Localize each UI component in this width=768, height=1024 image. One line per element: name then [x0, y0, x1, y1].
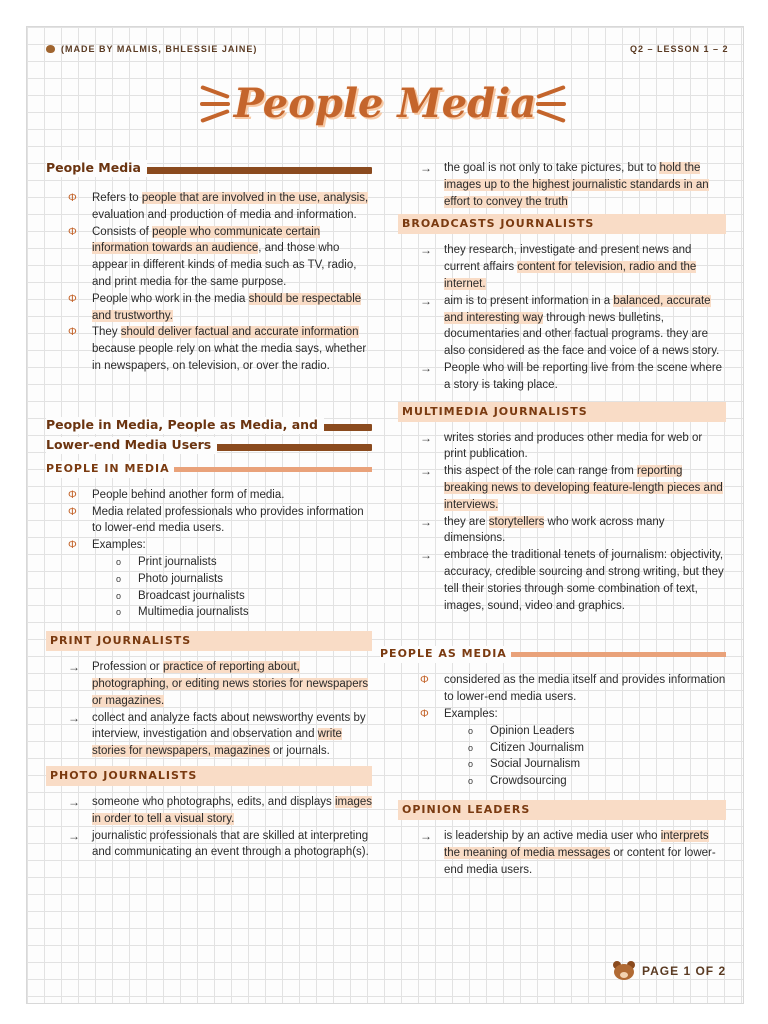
- list-item-text: , and those who appear in different kinds of media such as TV, radio, and print media for the same purpose.: [92, 242, 357, 288]
- bullet-marker: Φ: [68, 225, 77, 238]
- list-item: [46, 504, 372, 538]
- list-item: [398, 463, 726, 513]
- bullet-marker: Φ: [68, 539, 77, 552]
- list-item-text: considered as the media itself and provides information to lower-end media users.: [444, 674, 726, 704]
- list-item-text: People who will be reporting live from the scene where a story is taking place.: [444, 361, 723, 391]
- bullet-marker: →: [68, 828, 80, 843]
- burst-left-icon: [200, 88, 234, 120]
- list-item-text: embrace the traditional tenets of journalism: objectivity, accuracy, credible sourcing and strong writing, but they tell their stories through some combination of text, images, sound, video and graphics.: [444, 549, 724, 612]
- bullet-marker: o: [116, 573, 122, 584]
- highlighted-text: should be respectable and trustworthy.: [92, 292, 362, 322]
- highlighted-text: should deliver factual and accurate information: [120, 326, 359, 339]
- bullet-marker: →: [420, 828, 432, 843]
- list-item-text: who work across many dimensions.: [444, 515, 665, 545]
- bullet-marker: →: [420, 360, 432, 375]
- bullet-marker: Φ: [68, 292, 77, 305]
- bullet-marker: Φ: [420, 674, 429, 687]
- list-item-text: Examples:: [444, 707, 498, 720]
- bullet-marker: →: [420, 243, 432, 258]
- subheading-text: PEOPLE IN MEDIA: [46, 461, 174, 478]
- list-item-text: Citizen Journalism: [490, 741, 584, 754]
- list-item-text: Media related professionals who provides information to lower-end media users.: [92, 505, 364, 535]
- list-item-text: they are: [444, 515, 489, 528]
- list-item: [46, 324, 372, 374]
- highlighted-text: hold the images up to the highest journalistic standards in an effort to convey the truth: [444, 162, 709, 208]
- list-item: [46, 828, 372, 862]
- highlighted-text: write stories for newspapers, magazines: [92, 728, 342, 758]
- list-item: [398, 756, 726, 773]
- bullet-marker: →: [68, 710, 80, 725]
- section-heading-text: People in Media, People as Media, and: [46, 417, 324, 434]
- section-heading-text: Lower-end Media Users: [46, 437, 217, 454]
- list-item: [398, 242, 726, 292]
- box-heading-photo-journalists: PHOTO JOURNALISTS: [46, 766, 372, 786]
- list-item: [46, 604, 372, 621]
- page-number: PAGE 1 OF 2: [642, 964, 727, 978]
- list-item-text: or journals.: [269, 745, 330, 758]
- list-item-text: journalistic professionals that are skilled at interpreting and communicating an event through a photograph(s).: [92, 829, 369, 859]
- bear-icon: [612, 960, 636, 980]
- list-item: [46, 659, 372, 709]
- list-item-text: Photo journalists: [138, 572, 224, 585]
- list-item: [398, 160, 726, 210]
- bullet-marker: →: [420, 293, 432, 308]
- bullet-marker: o: [116, 607, 122, 618]
- people-media-list: [46, 190, 372, 375]
- section-heading-pim-line1: [46, 417, 372, 437]
- people-as-media-examples: [398, 723, 726, 790]
- subheading-people-as-media: [380, 646, 726, 664]
- subheading-text: PEOPLE AS MEDIA: [380, 646, 511, 663]
- list-item: [398, 706, 726, 723]
- list-item: [398, 723, 726, 740]
- highlighted-text: reporting breaking news to developing feature-length pieces and interviews.: [444, 465, 723, 511]
- highlighted-text: practice of reporting about, photographing, or editing news stories for newspapers or magazines.: [92, 661, 369, 707]
- list-item-text: Multimedia journalists: [138, 606, 249, 619]
- list-item: [398, 773, 726, 790]
- bullet-marker: →: [420, 514, 432, 529]
- bullet-marker: o: [116, 590, 122, 601]
- highlighted-text: storytellers: [488, 515, 545, 528]
- highlighted-text: people that are involved in the use, analysis,: [141, 192, 369, 204]
- bullet-marker: Φ: [68, 488, 77, 501]
- page-footer: [612, 960, 726, 980]
- bullet-marker: o: [468, 759, 474, 770]
- bullet-marker: Φ: [68, 326, 77, 339]
- page-title: [200, 74, 570, 134]
- list-item: [46, 537, 372, 554]
- list-item-text: Opinion Leaders: [490, 724, 575, 737]
- list-item: [398, 430, 726, 464]
- list-item-text: this aspect of the role can range from: [444, 465, 638, 478]
- header-credit: [46, 44, 257, 54]
- list-item-text: through news bulletins, documentaries and other factual programs. they are also considered as the face and voice of a news story.: [444, 311, 720, 358]
- people-as-media-list: [398, 672, 726, 722]
- list-item: [398, 740, 726, 757]
- bullet-marker: o: [468, 725, 474, 736]
- list-item: [46, 794, 372, 828]
- box-heading-print-journalists: PRINT JOURNALISTS: [46, 631, 372, 651]
- list-item: [46, 224, 372, 291]
- list-item-text: People behind another form of media.: [92, 488, 285, 501]
- list-item-text: collect and analyze facts about newsworthy events by interview, investigation and observation and: [92, 711, 366, 741]
- list-item-text: they research, investigate and present news and current affairs: [444, 244, 692, 274]
- list-item: [46, 554, 372, 571]
- list-item-text: someone who photographs, edits, and displays: [92, 795, 335, 808]
- highlighted-text: interprets the meaning of media messages: [444, 829, 709, 859]
- bullet-marker: o: [116, 556, 122, 567]
- list-item-text: Profession or: [92, 661, 163, 674]
- bullet-marker: Φ: [68, 192, 77, 204]
- list-item-text: Crowdsourcing: [490, 775, 567, 788]
- list-item: [398, 828, 726, 878]
- multimedia-journalists-list: [398, 430, 726, 615]
- section-heading-text: People Media: [46, 160, 147, 177]
- list-item-text: People who work in the media: [92, 292, 249, 305]
- photo-journalists-list: [46, 794, 372, 861]
- people-in-media-list: [46, 487, 372, 554]
- list-item-text: or content for lower-end media users.: [444, 846, 716, 876]
- print-journalists-list: [46, 659, 372, 760]
- list-item: [398, 672, 726, 706]
- list-item-text: Print journalists: [138, 555, 217, 568]
- right-column: [380, 160, 726, 878]
- list-item-text: aim is to present information in a: [444, 294, 614, 307]
- list-item-text: writes stories and produces other media for web or print publication.: [444, 431, 703, 461]
- list-item-text: Broadcast journalists: [138, 589, 245, 602]
- left-column: [46, 160, 372, 861]
- list-item: [46, 190, 372, 224]
- list-item: [46, 487, 372, 504]
- bullet-marker: →: [420, 464, 432, 479]
- photo-journalists-continued-list: [398, 160, 726, 210]
- list-item: [46, 588, 372, 605]
- bullet-marker: o: [468, 776, 474, 787]
- highlighted-text: content for television, radio and the internet.: [444, 261, 697, 290]
- list-item-text: Social Journalism: [490, 758, 581, 771]
- box-heading-opinion-leaders: OPINION LEADERS: [398, 800, 726, 820]
- bullet-marker: Φ: [420, 707, 429, 720]
- bullet-marker: Φ: [68, 505, 77, 518]
- page-title-text: People Media: [233, 80, 537, 127]
- list-item-text: is leadership by an active media user who: [444, 829, 661, 842]
- header-lesson: Q2 – LESSON 1 – 2: [630, 44, 729, 54]
- highlighted-text: balanced, accurate and interesting way: [444, 294, 711, 324]
- box-heading-multimedia-journalists: MULTIMEDIA JOURNALISTS: [398, 402, 726, 422]
- list-item: [398, 293, 726, 360]
- list-item-text: Examples:: [92, 539, 146, 552]
- list-item-text: Consists of: [92, 225, 153, 238]
- bullet-marker: →: [420, 548, 432, 563]
- subheading-people-in-media: [46, 461, 372, 479]
- bear-icon: [46, 45, 55, 53]
- bullet-marker: →: [420, 430, 432, 445]
- list-item-text: They: [92, 326, 121, 339]
- section-heading-pim-line2: [46, 437, 372, 457]
- highlighted-text: people who communicate certain information towards an audience: [92, 225, 321, 255]
- list-item: [398, 547, 726, 614]
- list-item-text: because people rely on what the media says, whether in newspapers, on television, or over the radio.: [92, 343, 367, 372]
- broadcast-journalists-list: [398, 242, 726, 393]
- header-credit-text: (MADE BY MALMIS, BHLESSIE JAINE): [61, 44, 258, 54]
- section-heading-people-media: [46, 160, 372, 180]
- burst-right-icon: [536, 88, 570, 120]
- list-item: [398, 360, 726, 394]
- list-item: [46, 571, 372, 588]
- box-heading-broadcast-journalists: BROADCASTS JOURNALISTS: [398, 214, 726, 234]
- list-item: [46, 291, 372, 325]
- opinion-leaders-list: [398, 828, 726, 878]
- list-item-text: evaluation and production of media and information.: [92, 208, 357, 221]
- list-item: [46, 710, 372, 760]
- bullet-marker: →: [68, 660, 80, 675]
- bullet-marker: o: [468, 742, 474, 753]
- list-item: [398, 514, 726, 548]
- people-in-media-examples: [46, 554, 372, 621]
- highlighted-text: images in order to tell a visual story.: [92, 795, 373, 825]
- list-item-text: the goal is not only to take pictures, but to: [444, 162, 660, 174]
- bullet-marker: →: [420, 161, 432, 175]
- list-item-text: Refers to: [92, 192, 142, 204]
- bullet-marker: →: [68, 794, 80, 809]
